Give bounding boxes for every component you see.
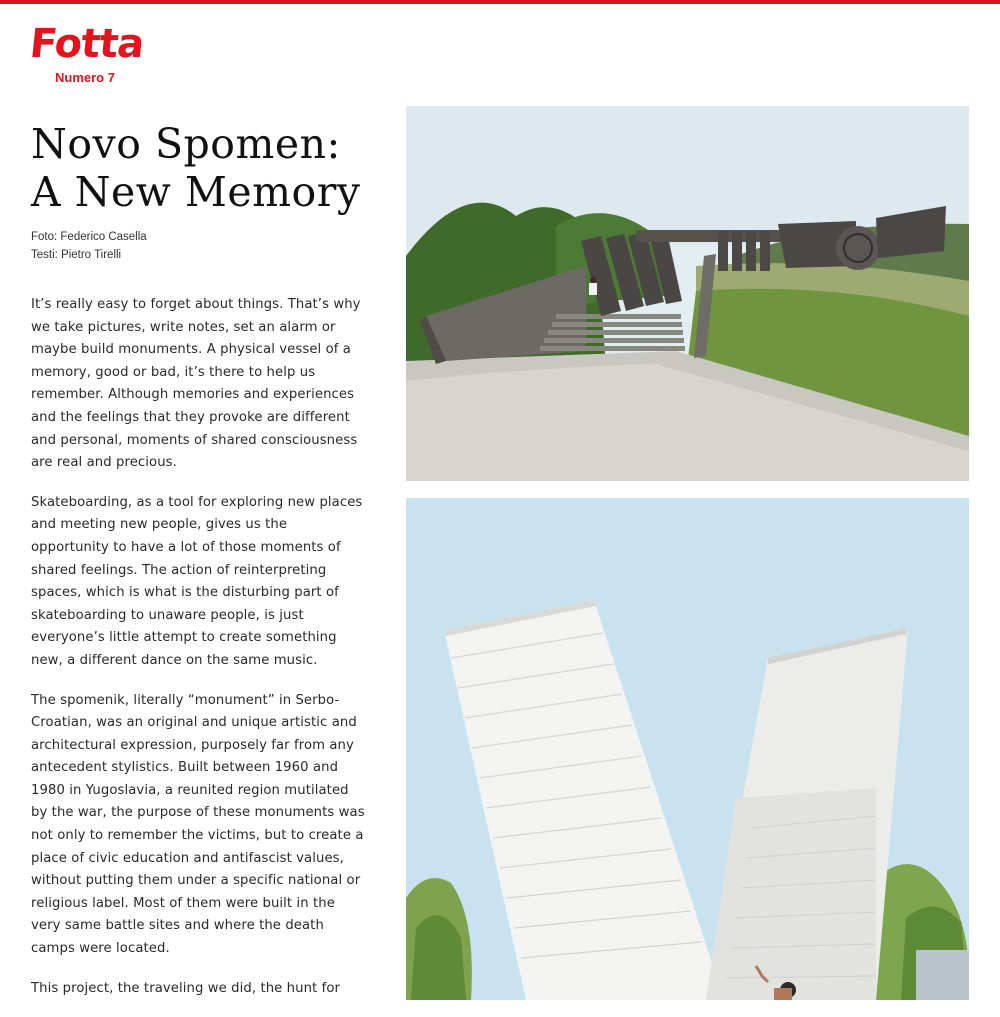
fotta-logo[interactable]: Fotta — [27, 21, 146, 67]
body-paragraph-3: The spomenik, literally “monument” in Serbo-Croatian, was an original and unique artistic and architectural expression, purposely far from any antecedent stylistics. Built between 1960 and 1980 in Yugoslavia, a reunited region mutilated by the war, the purpose of these monuments was not only to remember the victims, but to create a place of civic education and antifascist values, without putting them under a specific national or religious label. Most of them were built in the very same battle sites and where the death camps were located. — [31, 692, 365, 957]
text-credit: Testi: Pietro Tirelli — [31, 249, 122, 261]
article-title-line-2: A New Memory — [31, 168, 361, 216]
article-credits — [31, 228, 147, 264]
masthead — [27, 20, 160, 85]
article-title — [31, 120, 391, 216]
white-v-monument-image — [406, 498, 969, 1000]
monument-hill-photo — [406, 106, 969, 481]
body-paragraph-1: It’s really easy to forget about things. That’s why we take pictures, write notes, set an alarm or maybe build monuments. A physical vessel of a memory, good or bad, it’s there to help us remember. Although memories and experiences and the feelings that they provoke are different and personal, moments of shared consciousness are real and precious. — [31, 297, 361, 471]
article-body — [31, 294, 366, 1017]
body-paragraph-2: Skateboarding, as a tool for exploring new places and meeting new people, gives us the opportunity to have a lot of those moments of shared feelings. The action of reinterpreting spaces, which is what is the disturbing part of skateboarding to unaware people, is just everyone’s little attempt to create something new, a different dance on the same music. — [31, 494, 363, 668]
white-v-monument-photo — [406, 498, 969, 1000]
issue-number: Numero 7 — [55, 70, 115, 85]
body-paragraph-4: This project, the traveling we did, the hunt for — [31, 980, 341, 996]
monument-hill-image — [406, 106, 969, 481]
article-title-line-1: Novo Spomen: — [31, 120, 341, 168]
top-accent-bar — [0, 0, 1000, 4]
photo-credit: Foto: Federico Casella — [31, 231, 147, 243]
